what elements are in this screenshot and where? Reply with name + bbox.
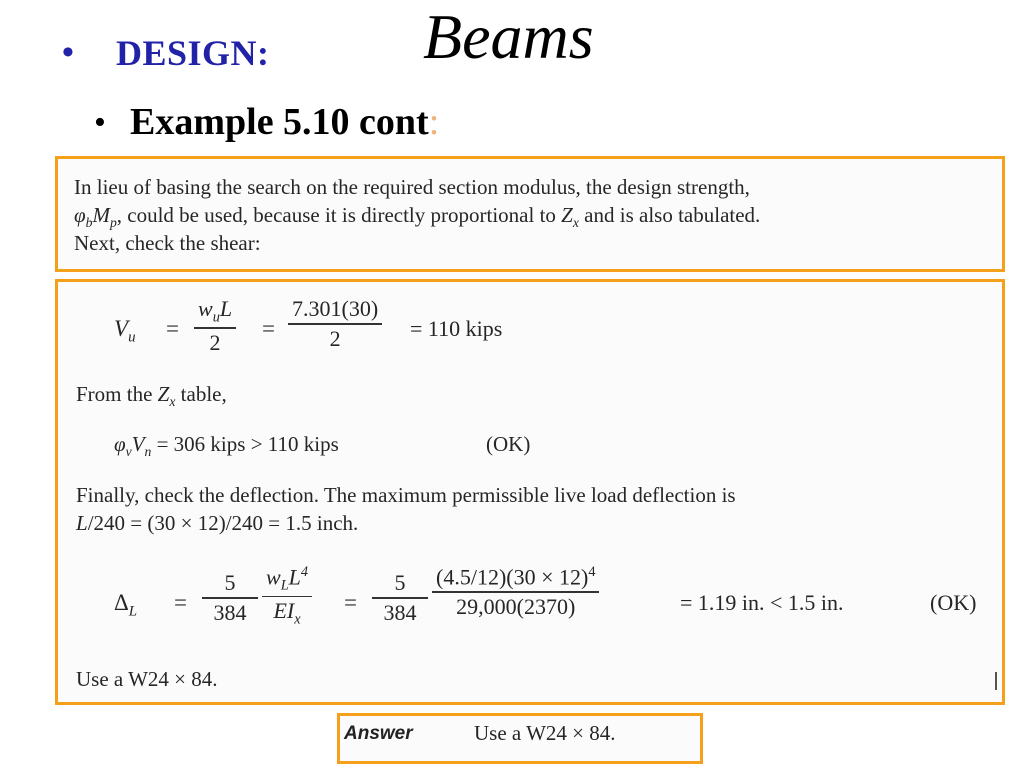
delta-result: = 1.19 in. < 1.5 in.	[680, 590, 844, 615]
delta-frac-1: 5 384	[202, 570, 258, 626]
deflection-line-2: L/240 = (30 × 12)/240 = 1.5 inch.	[76, 511, 359, 535]
intro-line-3: Next, check the shear:	[74, 231, 261, 255]
section-label: DESIGN:	[116, 33, 270, 73]
ok-shear: (OK)	[486, 432, 531, 456]
delta-frac-4: $(4.5/12)(30 \times 12)^4$ 29,000(2370)	[432, 564, 599, 620]
deflection-line-1: Finally, check the deflection. The maximum permissible live load deflection is	[76, 483, 736, 507]
ok-deflection: (OK)	[930, 590, 977, 615]
subtitle-colon: :	[428, 101, 440, 143]
vu-eq-1: =	[166, 316, 179, 341]
delta-frac-2: $w_LL^4$ $EI_x$	[262, 564, 312, 629]
intro-line-1: In lieu of basing the search on the required section modulus, the design strength,	[74, 175, 750, 199]
vu-result: = 110 kips	[410, 316, 503, 341]
answer-label: Answer	[344, 723, 413, 744]
use-section-line: Use a W24 × 84.	[76, 667, 218, 691]
calculation-box	[55, 279, 1005, 705]
vu-lhs: $V_u$	[114, 316, 136, 346]
delta-eq-1: =	[174, 590, 187, 615]
delta-lhs: $\Delta_L$	[114, 590, 138, 620]
bullet-glyph: •	[62, 34, 74, 71]
subtitle	[130, 100, 439, 144]
shear-capacity-line: $\varphi_vV_n = 306$ kips > 110 kips	[114, 432, 339, 460]
from-table-line: From the $Z_x$ table,	[76, 382, 227, 410]
vu-eq-2: =	[262, 316, 275, 341]
vu-frac-2: 7.301(30) 2	[288, 296, 382, 352]
answer-box	[337, 713, 703, 764]
delta-frac-3: 5 384	[372, 570, 428, 626]
topic-title: Beams	[423, 1, 594, 72]
scan-mark	[995, 672, 997, 690]
answer-text: Use a W24 × 84.	[474, 721, 616, 745]
intro-line-2: $\varphi_bM_p$, could be used, because it is directly proportional to $Z_x$ and is also tabulated.	[74, 203, 761, 231]
delta-eq-2: =	[344, 590, 357, 615]
subtitle-text: Example 5.10 cont	[130, 101, 429, 143]
bullet-glyph-2: •	[94, 104, 106, 141]
vu-frac-1: $w_uL$ 2	[194, 296, 236, 356]
intro-text-box	[55, 156, 1005, 272]
